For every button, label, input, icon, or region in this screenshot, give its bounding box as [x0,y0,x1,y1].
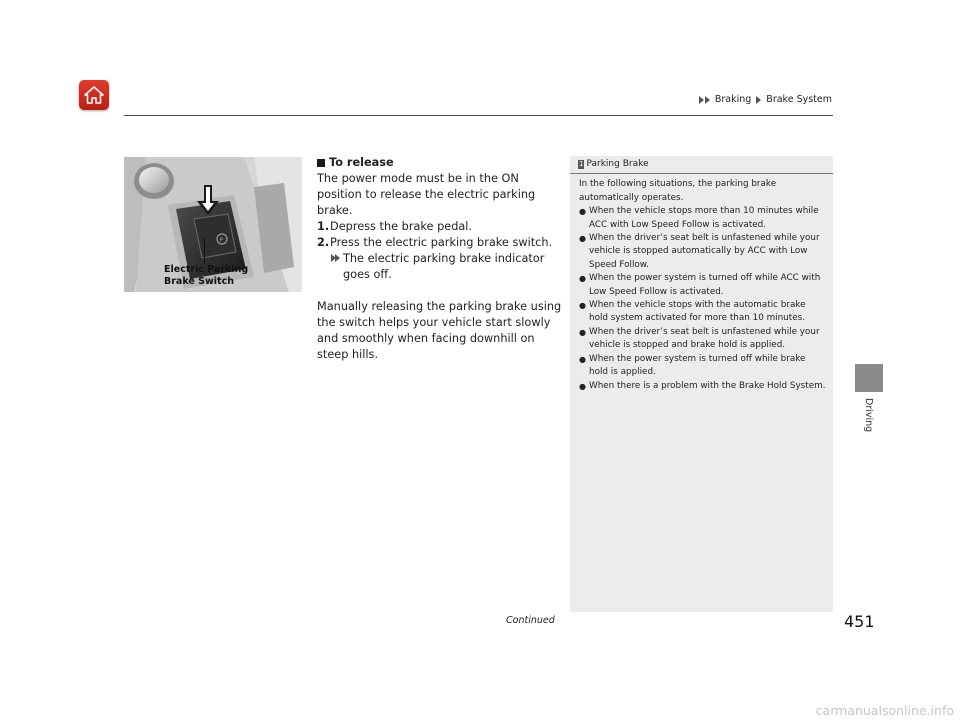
photo-caption-line2: Brake Switch [164,276,234,287]
intro-text: The power mode must be in the ON position to release the electric parking brake. [317,172,536,217]
section-heading [317,155,565,171]
breadcrumb [699,94,832,105]
note-rule [570,173,833,174]
list-item: ● When the power system is turned off while brake hold is applied. [579,353,827,380]
square-bullet-icon [317,159,325,167]
page-number: 451 [844,612,875,631]
breadcrumb-separator-icon [756,96,761,104]
svg-text:P: P [219,237,224,244]
note-title [578,158,833,171]
breadcrumb-item-braking[interactable]: Braking [714,94,752,105]
sub-step [317,251,565,283]
list-item: ● When there is a problem with the Brake Hold System. [579,380,827,393]
home-button[interactable] [79,80,109,110]
step-number: 1. [317,220,330,233]
list-item: ● When the vehicle stops more than 10 minutes while ACC with Low Speed Follow is activated. [579,205,827,232]
main-content [317,155,565,363]
note-list [570,205,833,393]
step-text: Press the electric parking brake switch. [330,236,553,249]
note-title-text: Parking Brake [586,159,649,169]
section-tab-label: Driving [863,398,874,433]
list-item: ● When the power system is turned off while ACC with Low Speed Follow is activated. [579,272,827,299]
note-marker: 1 [579,160,584,169]
photo-caption-line1: Electric Parking [164,264,249,275]
watermark: carmanualsonline.info [815,703,954,718]
body-paragraph: Manually releasing the parking brake using the switch helps your vehicle start slowly and smoothly when facing downhill on steep hills. [317,300,562,361]
list-item: ● When the driver’s seat belt is unfastened while your vehicle is stopped automatically by ACC with Low Speed Follow. [579,232,827,272]
note-intro: In the following situations, the parking brake automatically operates. [579,179,777,203]
section-heading-text: To release [329,156,394,169]
callout-line [204,238,205,264]
breadcrumb-triangle-icon [699,96,710,104]
arrow-right-icon [330,251,343,283]
header-rule [124,115,833,116]
home-icon [83,84,105,106]
sub-step-text: The electric parking brake indicator goes off. [343,252,545,281]
step-text: Depress the brake pedal. [330,220,473,233]
breadcrumb-item-brake-system[interactable]: Brake System [766,94,832,105]
step-number: 2. [317,236,330,249]
note-panel [570,156,833,612]
continued-label: Continued [506,615,555,626]
list-item: ● When the vehicle stops with the automatic brake hold system activated for more than 10 minutes. [579,299,827,326]
step-2 [317,235,565,251]
photo-caption [164,264,248,288]
section-tab[interactable] [855,364,883,392]
step-1 [317,219,565,235]
list-item: ● When the driver’s seat belt is unfastened while your vehicle is stopped and brake hold is applied. [579,326,827,353]
